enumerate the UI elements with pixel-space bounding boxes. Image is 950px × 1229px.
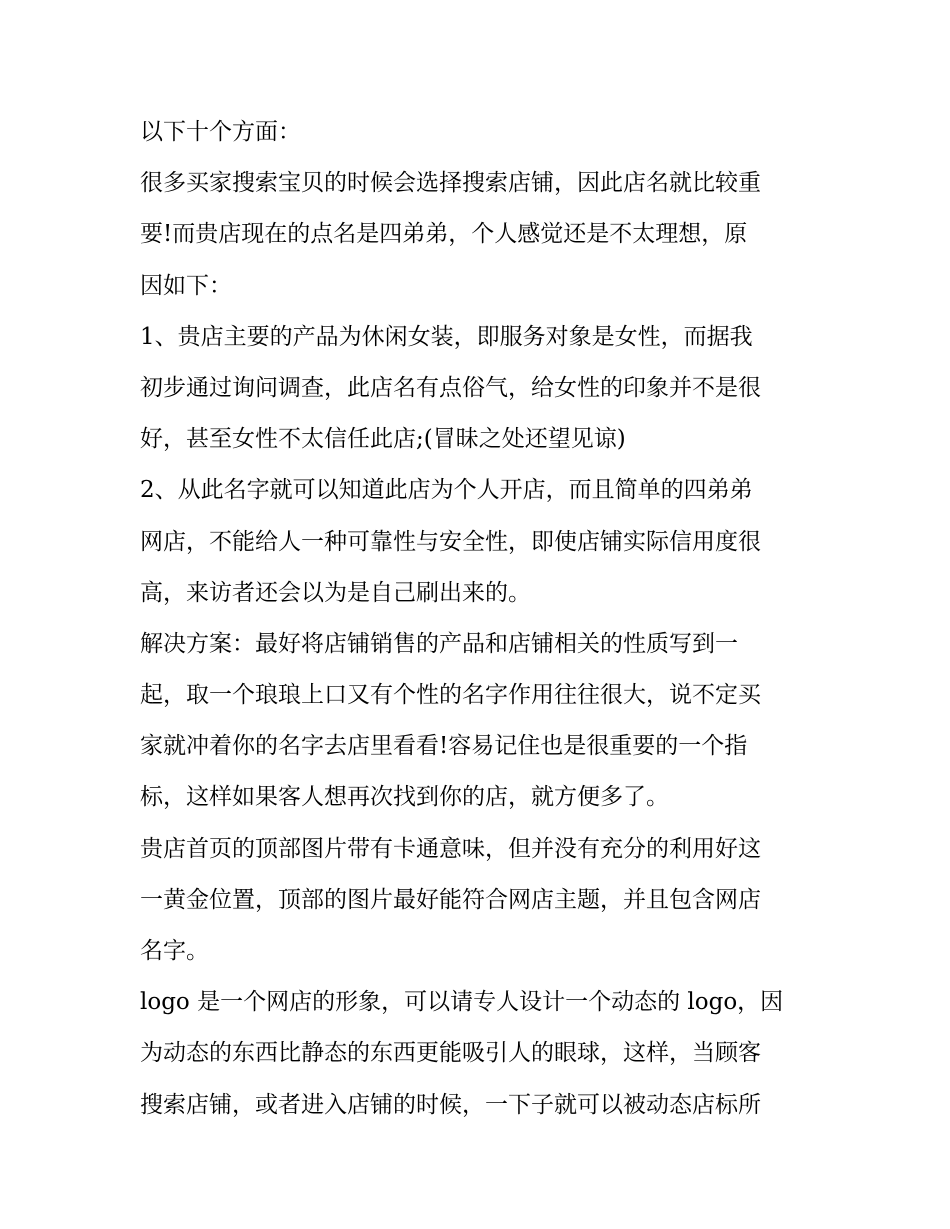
- text-line: 一黄金位置，顶部的图片最好能符合网店主题，并且包含网店: [140, 886, 761, 913]
- text-line: 好，甚至女性不太信任此店;(冒昧之处还望见谅): [140, 426, 626, 453]
- text-line: 网店，不能给人一种可靠性与安全性，即使店铺实际信用度很: [140, 528, 761, 555]
- text-line: 2、从此名字就可以知道此店为个人开店，而且简单的四弟弟: [140, 477, 753, 504]
- text-line: 解决方案：最好将店铺销售的产品和店铺相关的性质写到一: [140, 630, 738, 657]
- text-line: 初步通过询问调查，此店名有点俗气，给女性的印象并不是很: [140, 374, 761, 401]
- text-line: 很多买家搜索宝贝的时候会选择搜索店铺，因此店名就比较重: [140, 170, 761, 197]
- text-line: 因如下：: [140, 272, 232, 299]
- text-line: 家就冲着你的名字去店里看看!容易记住也是很重要的一个指: [140, 733, 748, 760]
- text-line: 以下十个方面：: [140, 119, 301, 145]
- text-line: 1、贵店主要的产品为休闲女装，即服务对象是女性，而据我: [140, 323, 753, 350]
- document-body: [140, 107, 820, 1131]
- text-line: 高，来访者还会以为是自己刷出来的。: [140, 579, 531, 606]
- text-line: 起，取一个琅琅上口又有个性的名字作用往往很大，说不定买: [140, 682, 761, 709]
- text-line: 标，这样如果客人想再次找到你的店，就方便多了。: [140, 784, 669, 811]
- text-line: 搜索店铺，或者进入店铺的时候，一下子就可以被动态店标所: [140, 1091, 761, 1118]
- text-line: 为动态的东西比静态的东西更能吸引人的眼球，这样，当顾客: [140, 1040, 761, 1067]
- text-line: logo 是一个网店的形象，可以请专人设计一个动态的 logo，因: [140, 989, 784, 1016]
- text-line: 要!而贵店现在的点名是四弟弟，个人感觉还是不太理想，原: [140, 221, 748, 248]
- text-line: 贵店首页的顶部图片带有卡通意味，但并没有充分的利用好这: [140, 835, 761, 862]
- text-line: 名字。: [140, 938, 209, 964]
